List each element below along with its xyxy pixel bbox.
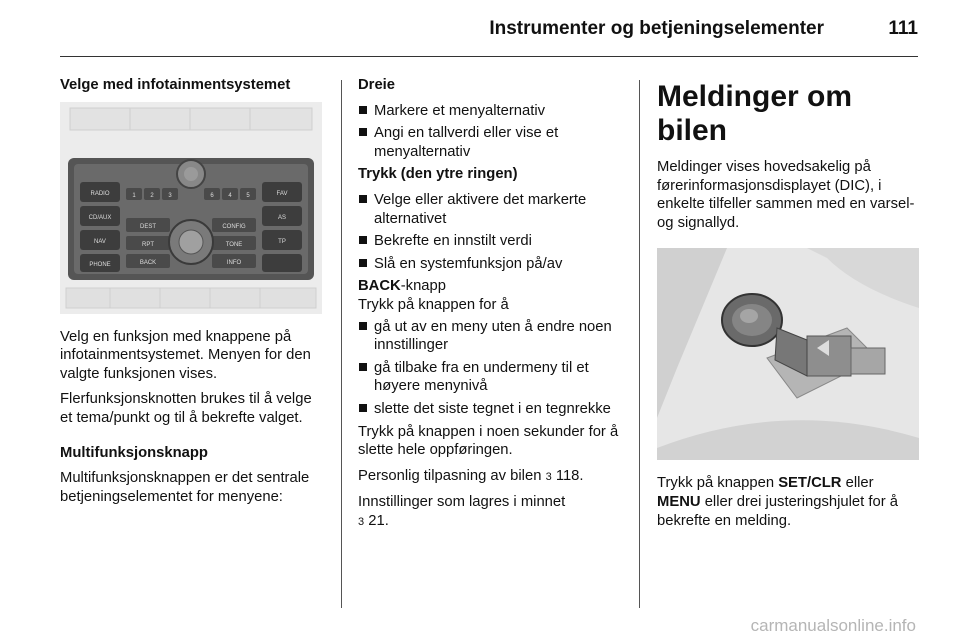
- paragraph: Trykk på knappen for å: [358, 296, 509, 313]
- preset-3: 3: [168, 192, 172, 199]
- page-reference-arrow-icon: 3: [358, 515, 365, 528]
- paragraph: Velg en funksjon med knappene på infotainmentsystemet. Menyen for den valgte funksjonen vises.: [60, 328, 311, 382]
- rpt-label: RPT: [142, 241, 154, 248]
- right-column: [657, 76, 919, 537]
- list-item: Bekrefte en innstilt verdi: [358, 232, 624, 251]
- cd-aux-label: CD/AUX: [88, 214, 112, 221]
- paragraph: Flerfunksjonsknotten brukes til å velge et tema/punkt og til å bekrefte valget.: [60, 391, 312, 426]
- page-number: 111: [888, 18, 918, 39]
- section-heading: Meldinger om bilen: [657, 80, 853, 147]
- config-label: CONFIG: [222, 223, 246, 230]
- phone-label: PHONE: [89, 261, 111, 268]
- as-label: AS: [277, 214, 287, 221]
- section-title: Velge med infotainmentsystemet: [60, 77, 291, 93]
- chapter-title: Instrumenter og betjeningselementer: [489, 18, 824, 39]
- list-item: Markere et menyalternativ: [358, 102, 624, 121]
- preset-5: 5: [246, 192, 250, 199]
- list-item: Angi en tallverdi eller vise et menyalternativ: [358, 124, 624, 161]
- preset-2: 2: [150, 192, 154, 199]
- turn-heading: Dreie: [358, 77, 396, 93]
- radio-label: RADIO: [90, 190, 110, 197]
- list-item: Slå en systemfunksjon på/av: [358, 255, 624, 274]
- paragraph: Trykk på knappen i noen sekunder for å slette hele oppføringen.: [358, 423, 619, 459]
- back-label: BACK: [139, 259, 157, 266]
- subheading: Multifunksjonsknapp: [60, 444, 208, 461]
- menu-key: MENU: [657, 493, 701, 510]
- info-label: INFO: [226, 259, 242, 266]
- watermark: carmanualsonline.info: [750, 616, 916, 635]
- back-key: BACK: [358, 278, 401, 295]
- list-item: gå ut av en meny uten å endre noen innstillinger: [358, 318, 624, 355]
- tone-label: TONE: [225, 241, 243, 248]
- preset-1: 1: [132, 192, 136, 199]
- nav-label: NAV: [94, 238, 106, 245]
- paragraph: Meldinger vises hovedsakelig på førerinformasjonsdisplayet (DIC), i enkelte tilfeller sammen med en varsel- og signallyd.: [657, 159, 915, 231]
- preset-6: 6: [210, 192, 214, 199]
- back-list: [358, 318, 624, 419]
- left-column: [60, 76, 325, 513]
- steering-stalk-figure: [657, 248, 919, 460]
- set-clr-key: SET/CLR: [778, 475, 842, 492]
- cross-reference[interactable]: Innstillinger som lagres i minnet 3 21.: [358, 494, 566, 529]
- column-divider-2: [639, 80, 640, 608]
- list-item: Velge eller aktivere det markerte alternativet: [358, 191, 624, 228]
- header-rule: [60, 56, 918, 57]
- preset-4: 4: [228, 192, 232, 199]
- back-key-line: BACK-knapp: [358, 278, 446, 295]
- press-list: [358, 191, 624, 273]
- paragraph: Trykk på knappen SET/CLR eller MENU eller drei justeringshjulet for å bekrefte en melding.: [657, 475, 898, 529]
- list-item: gå tilbake fra en undermeny til et høyere menynivå: [358, 359, 624, 396]
- tp-label: TP: [278, 238, 286, 245]
- column-divider-1: [341, 80, 342, 608]
- turn-list: [358, 102, 624, 162]
- fav-label: FAV: [276, 190, 288, 197]
- cross-reference[interactable]: Personlig tilpasning av bilen 3 118.: [358, 467, 584, 484]
- page-reference-arrow-icon: 3: [545, 470, 552, 483]
- list-item: slette det siste tegnet i en tegnrekke: [358, 400, 624, 419]
- infotainment-panel-figure: [60, 102, 322, 314]
- paragraph: Multifunksjonsknappen er det sentrale betjeningselementet for menyene:: [60, 470, 310, 505]
- press-heading: Trykk (den ytre ringen): [358, 166, 518, 183]
- dest-label: DEST: [139, 223, 157, 230]
- middle-column: [358, 76, 624, 538]
